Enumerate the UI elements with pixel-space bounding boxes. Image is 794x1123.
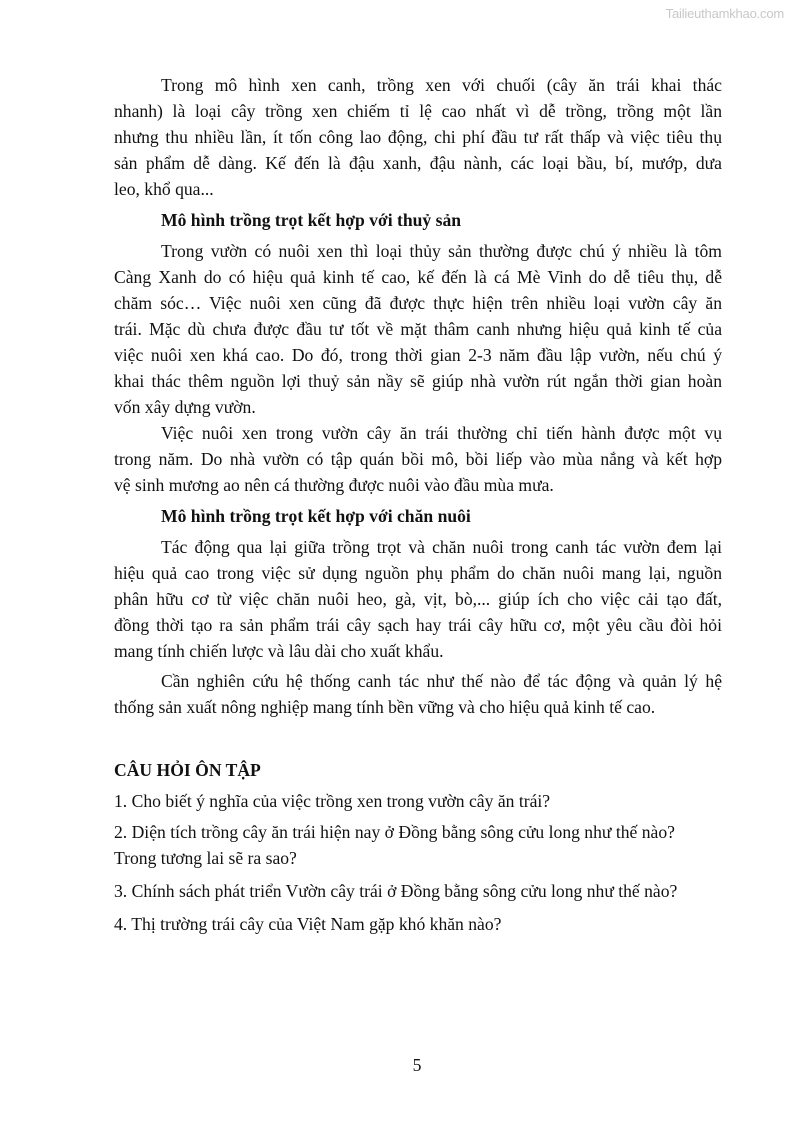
review-questions-title: CÂU HỎI ÔN TẬP [114, 760, 261, 780]
text-line: Càng Xanh do có hiệu quả kinh tế cao, kế đến là cá Mè Vinh do dễ tiêu thụ, dễ [114, 267, 722, 287]
text-line: Cần nghiên cứu hệ thống canh tác như thế nào để tác động và quản lý hệ [161, 671, 722, 691]
text-line: mang tính chiến lược và lâu dài cho xuất khẩu. [114, 641, 444, 661]
paragraph-aquaculture-season [114, 420, 722, 498]
watermark: Tailieuthamkhao.com [665, 6, 784, 21]
text-line: 2. Diện tích trồng cây ăn trái hiện nay ở Đồng bằng sông cửu long như thế nào? [114, 822, 675, 842]
heading-aquaculture-model: Mô hình trồng trọt kết hợp với thuỷ sản [161, 210, 462, 230]
text-line: 3. Chính sách phát triển Vườn cây trái ở Đồng bằng sông cửu long như thế nào? [114, 881, 678, 901]
text-line: nhưng thu nhiều lần, ít tốn công lao động, chi phí đầu tư rất thấp và việc tiêu thụ [114, 127, 722, 147]
text-line: vốn xây dựng vườn. [114, 397, 256, 417]
text-line: 4. Thị trường trái cây của Việt Nam gặp khó khăn nào? [114, 914, 502, 934]
paragraph-livestock [114, 534, 722, 664]
text-line: việc nuôi xen khá cao. Do đó, trong thời gian 2-3 năm đầu lập vườn, nếu chú ý [114, 345, 722, 365]
text-line: Trong mô hình xen canh, trồng xen với chuối (cây ăn trái khai thác [161, 75, 722, 95]
text-line: trái. Mặc dù chưa được đầu tư tốt về mặt thâm canh nhưng hiệu quả kinh tế của [114, 319, 722, 339]
text-line: Trong vườn có nuôi xen thì loại thủy sản thường được chú ý nhiều là tôm [161, 241, 722, 261]
text-line: thống sản xuất nông nghiệp mang tính bền vững và cho hiệu quả kinh tế cao. [114, 697, 656, 717]
review-question [114, 911, 722, 937]
text-line: hiệu quả cao trong việc sử dụng nguồn phụ phẩm do chăn nuôi mang lại, nguồn [114, 563, 722, 583]
text-line: leo, khổ qua... [114, 179, 214, 199]
heading-livestock-model: Mô hình trồng trọt kết hợp với chăn nuôi [161, 506, 471, 526]
paragraph-research [114, 668, 722, 720]
review-question [114, 878, 722, 904]
text-line: chăm sóc… Việc nuôi xen cũng đã được thực hiện trên nhiều loại vườn cây ăn [114, 293, 722, 313]
text-line: sản phẩm dễ dàng. Kế đến là đậu xanh, đậu nành, các loại bầu, bí, mướp, dưa [114, 153, 722, 173]
text-line: phân hữu cơ từ việc chăn nuôi heo, gà, vịt, bò,... giúp ích cho việc cải tạo đất, [114, 589, 722, 609]
text-line: Tác động qua lại giữa trồng trọt và chăn nuôi trong canh tác vườn đem lại [161, 537, 722, 557]
text-line: Trong tương lai sẽ ra sao? [114, 848, 297, 868]
text-line: vệ sinh mương ao nên cá thường được nuôi vào đầu mùa mưa. [114, 475, 554, 495]
text-line: đồng thời tạo ra sản phẩm trái cây sạch hay trái cây hữu cơ, một yêu cầu đòi hỏi [114, 615, 722, 635]
paragraph-intercropping [114, 72, 722, 202]
text-line: Việc nuôi xen trong vườn cây ăn trái thường chỉ tiến hành được một vụ [161, 423, 722, 443]
review-question [114, 788, 722, 814]
text-line: nhanh) là loại cây trồng xen chiếm tỉ lệ cao nhất vì dễ trồng, trồng một lần [114, 101, 722, 121]
page-number: 5 [412, 1055, 422, 1075]
paragraph-aquaculture [114, 238, 722, 420]
text-line: trong năm. Do nhà vườn có tập quán bồi mô, bồi liếp vào mùa nắng và kết hợp [114, 449, 722, 469]
review-question [114, 819, 722, 871]
text-line: 1. Cho biết ý nghĩa của việc trồng xen trong vườn cây ăn trái? [114, 791, 551, 811]
text-line: khai thác thêm nguồn lợi thuỷ sản nầy sẽ giúp nhà vườn rút ngắn thời gian hoàn [114, 371, 722, 391]
